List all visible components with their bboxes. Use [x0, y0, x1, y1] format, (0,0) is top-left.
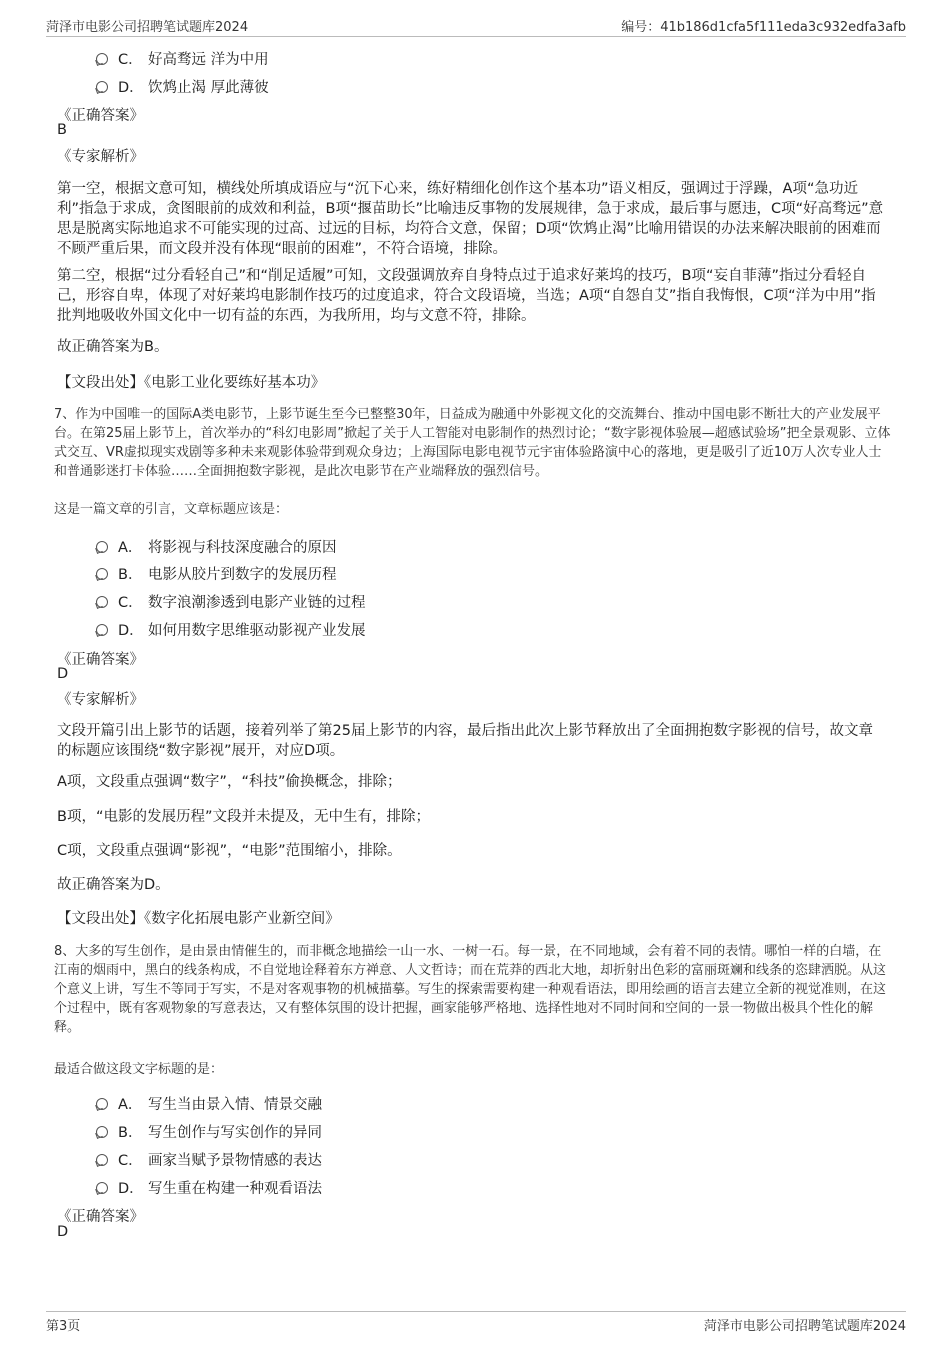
q7-analysis-para-1: 文段开篇引出上影节的话题，接着列举了第25届上影节的内容，最后指出此次上影节释放出了全面拥抱数字影视的信号，故文章的标题应该围绕“数字影视”展开，对应D项。	[57, 723, 873, 759]
q8-option-a[interactable]: A． 写生当由景入情、情景交融	[96, 1093, 322, 1114]
q7-question: 7、作为中国唯一的国际A类电影节，上影节诞生至今已整整30年，日益成为融通中外影视文化的交流舞台、推动中国电影不断壮大的产业发展平台。在第25届上影节上，首次举办的“科幻电影周”掀起了关于人工智能对电影制作的热烈讨论；“数字影视体验展—超感试验场”把全景观影、立体式交互、VR虚拟现实戏剧等多种未来观影体验带到观众身边；上海国际电影电视节元宇宙体验路演中心的落地，更是吸引了近10万人次专业人士和普通影迷打卡体验……全面拥抱数字影视，是此次电影节在产业端释放的强烈信号。	[54, 407, 891, 479]
q6-analysis-para-2: 第二空，根据“过分看轻自己”和“削足适履”可知，文段强调放弃自身特点过于追求好莱坞的技巧，B项“妄自菲薄”指过分看轻自己，形容自卑，体现了对好莱坞电影制作技巧的过度追求，符合文段语境，当选；A项“自怨自艾”指自我悔恨，C项“洋为中用”指批判地吸收外国文化中一切有益的东西，为我所用，均与文意不符，排除。	[57, 268, 876, 324]
q8-option-c[interactable]: C． 画家当赋予景物情感的表达	[96, 1149, 322, 1170]
q8-question: 8、大多的写生创作，是由景由情催生的，而非概念地描绘一山一水、一树一石。每一景，在不同地域，会有着不同的表情。哪怕一样的白墙，在江南的烟雨中，黑白的线条构成，不自觉地诠释着东方禅意、人文哲诗；而在荒莽的西北大地，却折射出色彩的富丽斑斓和线条的恣肆洒脱。从这个意义上讲，写生不等同于写实，不是对客观事物的机械描摹。写生的探索需要构建一种观看语法，即用绘画的语言去建立全新的视觉准则，在这个过程中，既有客观物象的写意表达，又有整体氛围的设计把握，画家能够严格地、选择性地对不同时间和空间的一景一物做出极具个性化的解释。	[54, 944, 887, 1035]
page-number: 第3页	[46, 1319, 81, 1334]
footer-title: 菏泽市电影公司招聘笔试题库2024	[703, 1319, 906, 1334]
radio-icon[interactable]	[96, 596, 108, 608]
correct-answer-label: 《正确答案》	[57, 652, 144, 668]
q6-option-d[interactable]: D． 饮鸩止渴 厚此薄彼	[96, 76, 269, 97]
q6-source: 【文段出处】《电影工业化要练好基本功》	[57, 375, 326, 391]
page-header	[46, 14, 906, 37]
q7-analysis-para-2: A项，文段重点强调“数字”，“科技”偷换概念，排除；	[57, 774, 402, 790]
q8-answer: D	[57, 1224, 69, 1240]
expert-analysis-label: 《专家解析》	[57, 149, 144, 165]
radio-icon[interactable]	[96, 1154, 108, 1166]
q6-analysis-para-3: 故正确答案为B。	[57, 339, 169, 355]
radio-icon[interactable]	[96, 81, 108, 93]
q7-option-b[interactable]: B． 电影从胶片到数字的发展历程	[96, 563, 337, 584]
q7-option-a[interactable]: A． 将影视与科技深度融合的原因	[96, 536, 337, 557]
q6-analysis-para-1: 第一空，根据文意可知，横线处所填成语应与“沉下心来，练好精细化创作这个基本功”语义相反，强调过于浮躁，A项“急功近利”指急于求成，贪图眼前的成效和利益，B项“揠苗助长”比喻违反事物的发展规律，急于求成，最后事与愿违，C项“好高骛远”意思是脱离实际地追求不可能实现的过高、过远的目标，均符合文意，保留；D项“饮鸩止渴”比喻用错误的办法来解决眼前的困难而不顾严重后果，而文段并没有体现“眼前的困难”，不符合语境，排除。	[57, 181, 884, 257]
q7-option-c[interactable]: C． 数字浪潮渗透到电影产业链的过程	[96, 591, 366, 612]
q8-prompt: 最适合做这段文字标题的是：	[54, 1062, 224, 1077]
q6-answer: B	[57, 122, 67, 138]
radio-icon[interactable]	[96, 1098, 108, 1110]
expert-analysis-label: 《专家解析》	[57, 692, 144, 708]
radio-icon[interactable]	[96, 1182, 108, 1194]
q7-analysis-para-3: B项，“电影的发展历程”文段并未提及，无中生有，排除；	[57, 809, 430, 825]
header-doc-id: 编号：41b186d1cfa5f111eda3c932edfa3afb	[621, 20, 906, 35]
radio-icon[interactable]	[96, 1126, 108, 1138]
q8-option-b[interactable]: B． 写生创作与写实创作的异同	[96, 1121, 322, 1142]
q7-analysis-para-4: C项，文段重点强调“影视”，“电影”范围缩小，排除。	[57, 843, 402, 859]
q6-option-c[interactable]: C． 好高骛远 洋为中用	[96, 48, 269, 69]
radio-icon[interactable]	[96, 568, 108, 580]
correct-answer-label: 《正确答案》	[57, 108, 144, 124]
q7-option-d[interactable]: D． 如何用数字思维驱动影视产业发展	[96, 619, 366, 640]
radio-icon[interactable]	[96, 624, 108, 636]
q7-answer: D	[57, 666, 69, 682]
radio-icon[interactable]	[96, 541, 108, 553]
page-footer	[46, 1311, 906, 1334]
q7-source: 【文段出处】《数字化拓展电影产业新空间》	[57, 911, 340, 927]
q7-analysis-para-5: 故正确答案为D。	[57, 877, 170, 893]
q7-prompt: 这是一篇文章的引言，文章标题应该是：	[54, 502, 289, 517]
correct-answer-label: 《正确答案》	[57, 1209, 144, 1225]
radio-icon[interactable]	[96, 53, 108, 65]
q8-option-d[interactable]: D． 写生重在构建一种观看语法	[96, 1177, 322, 1198]
header-title: 菏泽市电影公司招聘笔试题库2024	[46, 20, 249, 35]
